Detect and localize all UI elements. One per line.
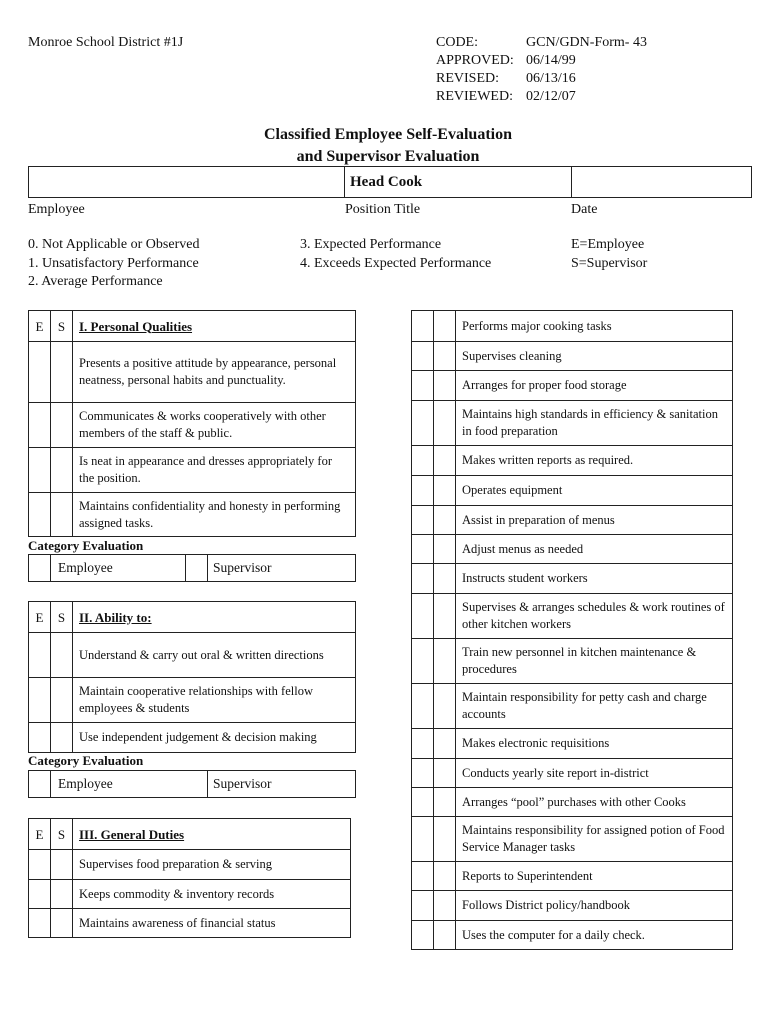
employee-score-cell[interactable] <box>29 493 51 537</box>
table-row <box>412 311 733 342</box>
duties-list-right <box>411 310 733 950</box>
date-field[interactable] <box>572 167 752 198</box>
table-row <box>29 448 356 493</box>
supervisor-score-cell[interactable] <box>434 564 456 594</box>
revised-value: 06/13/16 <box>526 71 576 86</box>
legend-s: S=Supervisor <box>571 255 648 271</box>
table-row <box>412 446 733 476</box>
table-row <box>412 594 733 639</box>
employee-score-cell[interactable] <box>412 564 434 594</box>
position-field[interactable]: Head Cook <box>345 167 572 198</box>
employee-score-cell[interactable] <box>412 476 434 506</box>
section-title: I. Personal Qualities <box>73 311 356 342</box>
col-e-header: E <box>29 311 51 342</box>
supervisor-score-cell[interactable] <box>51 633 73 678</box>
duty-label: Performs major cooking tasks <box>456 311 733 342</box>
category-eval-employee[interactable]: Employee <box>51 771 208 798</box>
section-general-duties <box>28 818 351 938</box>
supervisor-score-cell[interactable] <box>51 493 73 537</box>
table-row <box>412 684 733 729</box>
criterion-label: Is neat in appearance and dresses appropriately for the position. <box>73 448 356 493</box>
category-eval-employee[interactable]: Employee <box>51 555 186 582</box>
category-eval-blank <box>29 555 51 582</box>
employee-score-cell[interactable] <box>412 891 434 921</box>
supervisor-score-cell[interactable] <box>434 506 456 535</box>
title-line-2: and Supervisor Evaluation <box>296 148 480 165</box>
duty-label: Follows District policy/handbook <box>456 891 733 921</box>
district-name: Monroe School District #1J <box>28 35 184 50</box>
table-row <box>29 880 351 909</box>
table-row <box>412 564 733 594</box>
category-eval-blank <box>186 555 208 582</box>
approved-value: 06/14/99 <box>526 53 576 68</box>
reviewed-label: REVIEWED: <box>436 89 513 104</box>
employee-score-cell[interactable] <box>29 678 51 723</box>
employee-score-cell[interactable] <box>412 921 434 950</box>
table-row <box>412 371 733 401</box>
employee-score-cell[interactable] <box>412 862 434 891</box>
supervisor-score-cell[interactable] <box>434 921 456 950</box>
col-e-header: E <box>29 819 51 850</box>
employee-score-cell[interactable] <box>412 788 434 817</box>
supervisor-score-cell[interactable] <box>434 535 456 564</box>
supervisor-score-cell[interactable] <box>434 639 456 684</box>
category-eval-supervisor[interactable]: Supervisor <box>208 771 356 798</box>
supervisor-score-cell[interactable] <box>51 723 73 753</box>
employee-score-cell[interactable] <box>412 639 434 684</box>
duty-label: Uses the computer for a daily check. <box>456 921 733 950</box>
table-row <box>412 817 733 862</box>
approved-label: APPROVED: <box>436 53 514 68</box>
table-row <box>412 401 733 446</box>
supervisor-score-cell[interactable] <box>434 446 456 476</box>
duty-label: Supervises food preparation & serving <box>73 850 351 880</box>
legend-2: 2. Average Performance <box>28 274 163 289</box>
section-title: III. General Duties <box>73 819 351 850</box>
table-row <box>412 476 733 506</box>
table-row <box>29 493 356 537</box>
section-title: II. Ability to: <box>73 602 356 633</box>
employee-score-cell[interactable] <box>29 850 51 880</box>
category-eval-box <box>28 770 356 798</box>
category-eval-supervisor[interactable]: Supervisor <box>208 555 356 582</box>
supervisor-score-cell[interactable] <box>434 817 456 862</box>
table-row <box>29 909 351 938</box>
duty-label: Instructs student workers <box>456 564 733 594</box>
criterion-label: Presents a positive attitude by appearance, personal neatness, personal habits and punctuality. <box>73 342 356 403</box>
legend-middle <box>300 236 491 273</box>
duty-label: Arranges for proper food storage <box>456 371 733 401</box>
employee-score-cell[interactable] <box>412 594 434 639</box>
supervisor-score-cell[interactable] <box>434 788 456 817</box>
duty-label: Makes electronic requisitions <box>456 729 733 759</box>
table-row <box>29 403 356 448</box>
revised-label: REVISED: <box>436 71 499 86</box>
employee-score-cell[interactable] <box>29 633 51 678</box>
duty-label: Arranges “pool” purchases with other Cooks <box>456 788 733 817</box>
supervisor-score-cell[interactable] <box>434 371 456 401</box>
supervisor-score-cell[interactable] <box>51 880 73 909</box>
duty-label: Makes written reports as required. <box>456 446 733 476</box>
table-row <box>412 535 733 564</box>
duty-label: Maintains high standards in efficiency & sanitation in food preparation <box>456 401 733 446</box>
table-row <box>412 729 733 759</box>
code-value: GCN/GDN-Form- 43 <box>526 35 647 50</box>
employee-score-cell[interactable] <box>412 446 434 476</box>
supervisor-score-cell[interactable] <box>434 891 456 921</box>
supervisor-score-cell[interactable] <box>434 476 456 506</box>
table-row <box>29 678 356 723</box>
employee-score-cell[interactable] <box>29 342 51 403</box>
employee-score-cell[interactable] <box>29 723 51 753</box>
supervisor-score-cell[interactable] <box>51 678 73 723</box>
employee-score-cell[interactable] <box>412 506 434 535</box>
employee-label: Employee <box>28 202 85 217</box>
employee-score-cell[interactable] <box>412 684 434 729</box>
legend-1: 1. Unsatisfactory Performance <box>28 255 199 271</box>
page-title <box>0 124 770 168</box>
employee-score-cell[interactable] <box>412 311 434 342</box>
duty-label: Keeps commodity & inventory records <box>73 880 351 909</box>
duty-label: Supervises cleaning <box>456 342 733 371</box>
employee-score-cell[interactable] <box>412 371 434 401</box>
duty-label: Conducts yearly site report in-district <box>456 759 733 788</box>
employee-score-cell[interactable] <box>29 448 51 493</box>
table-row <box>412 891 733 921</box>
duty-label: Maintains awareness of financial status <box>73 909 351 938</box>
table-row <box>412 921 733 950</box>
code-label: CODE: <box>436 35 478 50</box>
criterion-label: Use independent judgement & decision making <box>73 723 356 753</box>
employee-score-cell[interactable] <box>412 401 434 446</box>
duty-label: Supervises & arranges schedules & work routines of other kitchen workers <box>456 594 733 639</box>
employee-score-cell[interactable] <box>412 817 434 862</box>
supervisor-score-cell[interactable] <box>434 311 456 342</box>
supervisor-score-cell[interactable] <box>434 684 456 729</box>
duty-label: Reports to Superintendent <box>456 862 733 891</box>
section-ability <box>28 601 356 753</box>
duty-label: Maintains responsibility for assigned potion of Food Service Manager tasks <box>456 817 733 862</box>
duty-label: Train new personnel in kitchen maintenance & procedures <box>456 639 733 684</box>
legend-3: 3. Expected Performance <box>300 237 442 252</box>
category-eval-box <box>28 554 356 582</box>
supervisor-score-cell[interactable] <box>51 342 73 403</box>
col-s-header: S <box>51 819 73 850</box>
legend-right <box>571 236 647 273</box>
table-row <box>412 788 733 817</box>
criterion-label: Communicates & works cooperatively with other members of the staff & public. <box>73 403 356 448</box>
position-label: Position Title <box>345 202 421 217</box>
supervisor-score-cell[interactable] <box>434 729 456 759</box>
table-row <box>412 506 733 535</box>
category-eval-label: Category Evaluation <box>28 753 144 768</box>
category-eval-blank <box>29 771 51 798</box>
section-personal-qualities <box>28 310 356 537</box>
supervisor-score-cell[interactable] <box>51 850 73 880</box>
table-row <box>29 633 356 678</box>
employee-score-cell[interactable] <box>29 880 51 909</box>
info-box <box>28 166 752 198</box>
duty-label: Operates equipment <box>456 476 733 506</box>
employee-score-cell[interactable] <box>412 535 434 564</box>
employee-score-cell[interactable] <box>412 729 434 759</box>
table-row <box>29 723 356 753</box>
table-row <box>412 342 733 371</box>
date-label: Date <box>571 202 598 217</box>
supervisor-score-cell[interactable] <box>434 342 456 371</box>
col-e-header: E <box>29 602 51 633</box>
employee-score-cell[interactable] <box>412 759 434 788</box>
supervisor-score-cell[interactable] <box>434 594 456 639</box>
col-s-header: S <box>51 602 73 633</box>
duty-label: Assist in preparation of menus <box>456 506 733 535</box>
supervisor-score-cell[interactable] <box>434 401 456 446</box>
criterion-label: Maintains confidentiality and honesty in performing assigned tasks. <box>73 493 356 537</box>
form-meta <box>436 34 736 106</box>
table-row <box>29 342 356 403</box>
legend-4: 4. Exceeds Expected Performance <box>300 255 492 271</box>
supervisor-score-cell[interactable] <box>434 862 456 891</box>
employee-field[interactable] <box>29 167 345 198</box>
category-eval-label: Category Evaluation <box>28 538 144 553</box>
table-row <box>29 850 351 880</box>
supervisor-score-cell[interactable] <box>51 403 73 448</box>
employee-score-cell[interactable] <box>412 342 434 371</box>
supervisor-score-cell[interactable] <box>434 759 456 788</box>
supervisor-score-cell[interactable] <box>51 909 73 938</box>
legend-left <box>28 236 199 292</box>
legend-0: 0. Not Applicable or Observed <box>28 237 200 252</box>
employee-score-cell[interactable] <box>29 909 51 938</box>
duty-label: Adjust menus as needed <box>456 535 733 564</box>
col-s-header: S <box>51 311 73 342</box>
table-row <box>412 862 733 891</box>
title-line-1: Classified Employee Self-Evaluation <box>263 126 512 143</box>
criterion-label: Maintain cooperative relationships with fellow employees & students <box>73 678 356 723</box>
criterion-label: Understand & carry out oral & written directions <box>73 633 356 678</box>
duty-label: Maintain responsibility for petty cash and charge accounts <box>456 684 733 729</box>
employee-score-cell[interactable] <box>29 403 51 448</box>
reviewed-value: 02/12/07 <box>526 89 576 104</box>
legend-e: E=Employee <box>571 237 645 252</box>
supervisor-score-cell[interactable] <box>51 448 73 493</box>
table-row <box>412 639 733 684</box>
table-row <box>412 759 733 788</box>
